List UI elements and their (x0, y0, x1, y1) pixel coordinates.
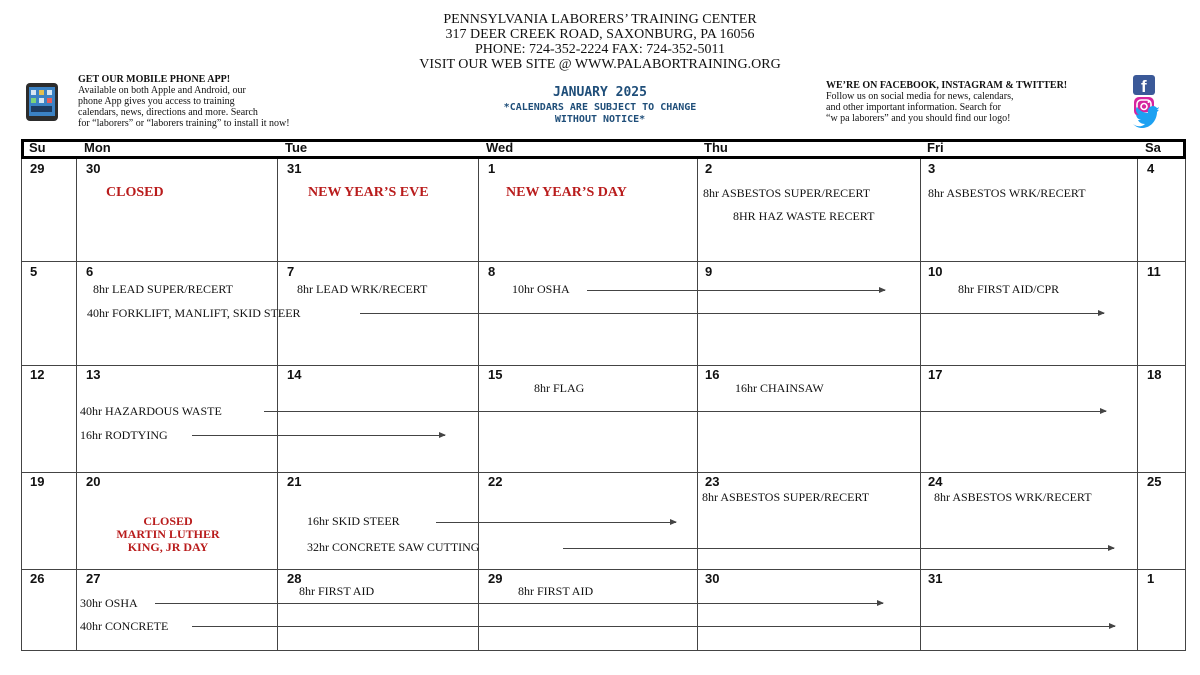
day-number: 1 (1147, 571, 1155, 586)
day-number: 9 (705, 264, 713, 279)
day-header-thu: Thu (704, 140, 728, 155)
class-event: 16hr SKID STEER (307, 514, 400, 528)
multi-day-arrow (192, 626, 1115, 627)
org-phone: PHONE: 724-352-2224 FAX: 724-352-5011 (474, 42, 726, 57)
day-number: 29 (30, 161, 45, 176)
class-event: 8hr FLAG (534, 381, 585, 395)
holiday-label: NEW YEAR’S DAY (506, 185, 627, 200)
org-website[interactable]: VISIT OUR WEB SITE @ WWW.PALABORTRAINING.ORG (419, 57, 781, 72)
multi-day-arrow (436, 522, 676, 523)
day-number: 18 (1147, 367, 1162, 382)
day-number: 31 (928, 571, 943, 586)
social-info (826, 80, 1126, 124)
holiday-label: CLOSED (106, 185, 164, 200)
day-number: 5 (30, 264, 38, 279)
phone-app-text: Available on both Apple and Android, our (78, 85, 246, 96)
grid-line (1137, 159, 1138, 651)
phone-app-icon (22, 82, 62, 122)
day-number: 15 (488, 367, 503, 382)
day-number: 22 (488, 474, 503, 489)
org-address: 317 DEER CREEK ROAD, SAXONBURG, PA 16056 (445, 27, 755, 42)
class-event: 8hr ASBESTOS WRK/RECERT (934, 490, 1092, 504)
month-note: *CALENDARS ARE SUBJECT TO CHANGE (503, 102, 697, 113)
phone-app-info (78, 74, 348, 129)
social-title: WE’RE ON FACEBOOK, INSTAGRAM & TWITTER! (826, 80, 1068, 91)
month-title: JANUARY 2025 (553, 85, 647, 100)
day-header-wed: Wed (486, 140, 514, 155)
social-text: and other important information. Search for (826, 102, 1001, 113)
grid-line (277, 159, 278, 651)
day-header-tue: Tue (285, 140, 308, 155)
day-number: 17 (928, 367, 943, 382)
class-event: 8hr LEAD WRK/RECERT (297, 282, 428, 296)
day-header-mon: Mon (84, 140, 111, 155)
class-event: 8HR HAZ WASTE RECERT (733, 209, 875, 223)
class-event: 40hr FORKLIFT, MANLIFT, SKID STEER (87, 306, 301, 320)
day-number: 1 (488, 161, 496, 176)
day-number: 20 (86, 474, 101, 489)
class-event: 8hr FIRST AID (518, 584, 594, 598)
grid-line (920, 159, 921, 651)
day-number: 12 (30, 367, 45, 382)
day-number: 27 (86, 571, 101, 586)
class-event: 8hr ASBESTOS WRK/RECERT (928, 186, 1086, 200)
day-number: 14 (287, 367, 302, 382)
class-event: 10hr OSHA (512, 282, 570, 296)
class-event: 8hr FIRST AID (299, 584, 375, 598)
day-number: 25 (1147, 474, 1162, 489)
day-number: 3 (928, 161, 936, 176)
day-number: 19 (30, 474, 45, 489)
grid-line (21, 261, 1186, 262)
class-event: 30hr OSHA (80, 596, 138, 610)
day-number: 4 (1147, 161, 1155, 176)
multi-day-arrow (587, 290, 885, 291)
day-header-sat: Sa (1145, 140, 1161, 155)
holiday-label: CLOSED (143, 514, 193, 528)
social-text: “w pa laborers” and you should find our logo! (826, 113, 1011, 124)
facebook-icon[interactable] (1133, 75, 1155, 96)
grid-line (21, 472, 1186, 473)
holiday-block (79, 515, 257, 554)
day-number: 7 (287, 264, 295, 279)
class-event: 16hr RODTYING (80, 428, 168, 442)
day-number: 8 (488, 264, 496, 279)
multi-day-arrow (360, 313, 1104, 314)
day-number: 21 (287, 474, 302, 489)
phone-app-text: calendars, news, directions and more. Search (78, 107, 258, 118)
class-event: 40hr HAZARDOUS WASTE (80, 404, 222, 418)
day-number: 29 (488, 571, 503, 586)
day-header-fri: Fri (927, 140, 944, 155)
calendar-grid (21, 139, 1186, 651)
class-event: 8hr ASBESTOS SUPER/RECERT (703, 186, 871, 200)
grid-line (21, 650, 1186, 651)
month-title-block (420, 85, 780, 126)
day-number: 11 (1147, 264, 1161, 279)
day-number: 30 (705, 571, 720, 586)
multi-day-arrow (563, 548, 1114, 549)
phone-app-text: phone App gives you access to training (78, 96, 235, 107)
holiday-label: KING, JR DAY (127, 540, 209, 554)
day-number: 30 (86, 161, 101, 176)
grid-line (21, 365, 1186, 366)
grid-line (1185, 159, 1186, 651)
day-number: 26 (30, 571, 45, 586)
grid-line (697, 159, 698, 651)
multi-day-arrow (192, 435, 445, 436)
day-header-bar (21, 139, 1186, 159)
multi-day-arrow (264, 411, 1106, 412)
day-number: 28 (287, 571, 302, 586)
day-number: 10 (928, 264, 943, 279)
day-header-sun: Su (29, 140, 46, 155)
multi-day-arrow (155, 603, 883, 604)
grid-line (21, 569, 1186, 570)
social-text: Follow us on social media for news, calendars, (826, 91, 1014, 102)
day-number: 2 (705, 161, 713, 176)
phone-app-title: GET OUR MOBILE PHONE APP! (78, 74, 231, 85)
holiday-label: NEW YEAR’S EVE (308, 185, 429, 200)
phone-app-text: for “laborers” or “laborers training” to install it now! (78, 118, 290, 129)
class-event: 32hr CONCRETE SAW CUTTING (307, 540, 480, 554)
day-number: 31 (287, 161, 302, 176)
day-number: 24 (928, 474, 943, 489)
month-note: WITHOUT NOTICE* (554, 114, 646, 125)
social-icons (1131, 74, 1159, 138)
class-event: 8hr ASBESTOS SUPER/RECERT (702, 490, 870, 504)
org-name: PENNSYLVANIA LABORERS’ TRAINING CENTER (443, 12, 757, 27)
svg-text:f: f (1141, 77, 1147, 96)
class-event: 8hr FIRST AID/CPR (958, 282, 1060, 296)
class-event: 40hr CONCRETE (80, 619, 169, 633)
org-header (0, 12, 1200, 72)
grid-line (76, 159, 77, 651)
holiday-label: MARTIN LUTHER (116, 527, 220, 541)
class-event: 16hr CHAINSAW (735, 381, 824, 395)
grid-line (478, 159, 479, 651)
day-number: 13 (86, 367, 101, 382)
class-event: 8hr LEAD SUPER/RECERT (93, 282, 233, 296)
day-number: 23 (705, 474, 720, 489)
grid-line (21, 159, 22, 651)
day-number: 6 (86, 264, 94, 279)
day-number: 16 (705, 367, 720, 382)
